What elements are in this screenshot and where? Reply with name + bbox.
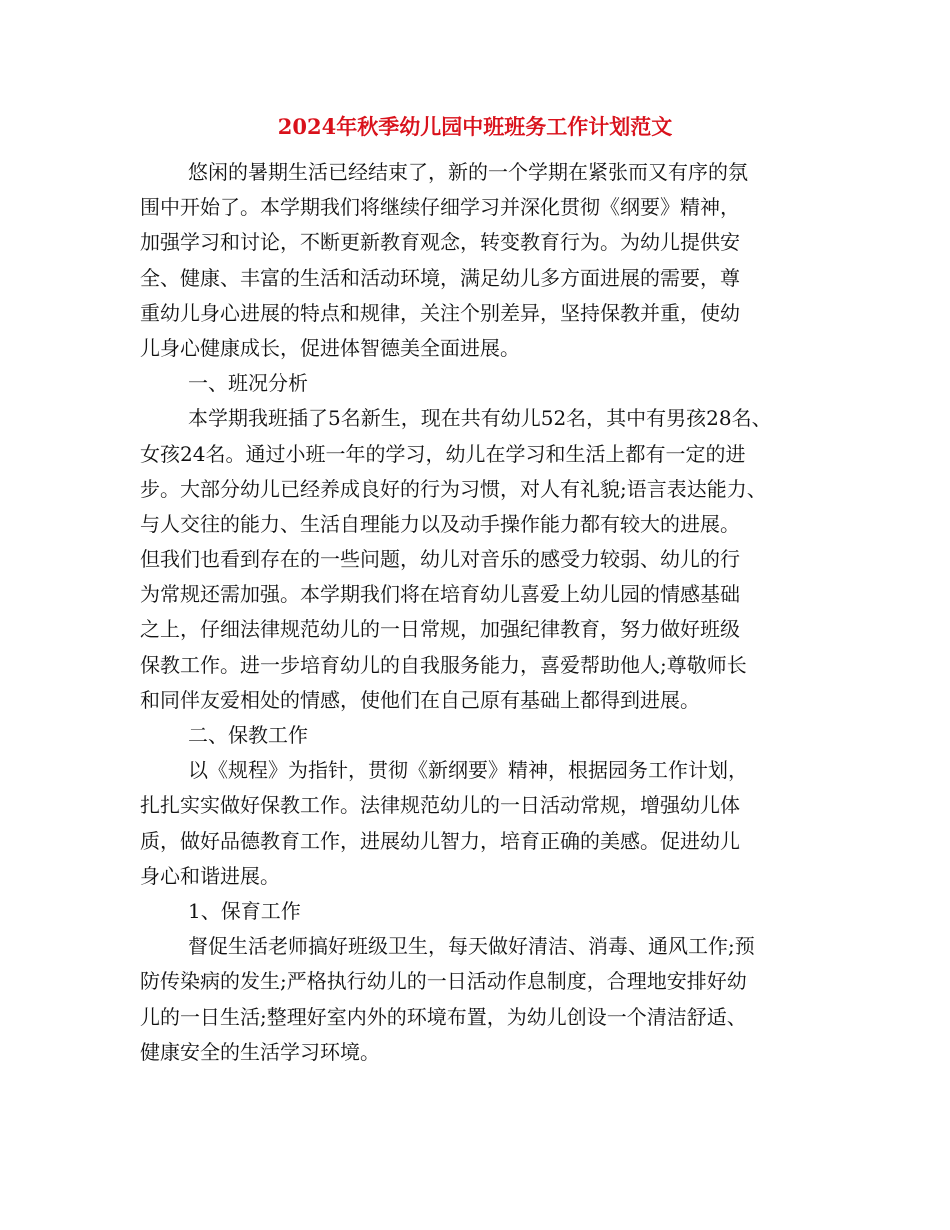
text-line: 之上，仔细法律规范幼儿的一日常规，加强纪律教育，努力做好班级 (140, 617, 740, 642)
text-line: 女孩24名。通过小班一年的学习，幼儿在学习和生活上都有一定的进 (140, 441, 746, 466)
text-line: 与人交往的能力、生活自理能力以及动手操作能力都有较大的进展。 (140, 511, 740, 536)
text-line: 围中开始了。本学期我们将继续仔细学习并深化贯彻《纲要》精神， (140, 195, 740, 220)
document-body (140, 155, 820, 1070)
text-line: 1、保育工作 (188, 898, 301, 923)
text-line: 悠闲的暑期生活已经结束了，新的一个学期在紧张而又有序的氛 (188, 160, 748, 184)
text-line: 重幼儿身心进展的特点和规律，关注个别差异，坚持保教并重，使幼 (140, 300, 740, 325)
document-title: 2024年秋季幼儿园中班班务工作计划范文 (277, 114, 673, 139)
text-line: 扎扎实实做好保教工作。法律规范幼儿的一日活动常规，增强幼儿体 (140, 793, 740, 818)
text-line: 督促生活老师搞好班级卫生，每天做好清洁、消毒、通风工作;预 (188, 934, 755, 959)
text-line: 质，做好品德教育工作，进展幼儿智力，培育正确的美感。促进幼儿 (140, 828, 740, 853)
text-line: 健康安全的生活学习环境。 (140, 1039, 380, 1064)
text-line: 一、班况分析 (188, 371, 308, 396)
text-line: 本学期我班插了5名新生，现在共有幼儿52名，其中有男孩28名、 (188, 406, 772, 431)
text-line: 儿身心健康成长，促进体智德美全面进展。 (140, 335, 520, 360)
text-line: 二、保教工作 (188, 723, 308, 747)
text-line: 步。大部分幼儿已经养成良好的行为习惯，对人有礼貌;语言表达能力、 (140, 476, 767, 501)
text-line: 但我们也看到存在的一些问题，幼儿对音乐的感受力较弱、幼儿的行 (140, 547, 740, 572)
text-line: 保教工作。进一步培育幼儿的自我服务能力，喜爱帮助他人;尊敬师长 (140, 652, 747, 677)
text-line: 全、健康、丰富的生活和活动环境，满足幼儿多方面进展的需要，尊 (140, 265, 740, 290)
text-line: 为常规还需加强。本学期我们将在培育幼儿喜爱上幼儿园的情感基础 (140, 582, 740, 607)
text-line: 防传染病的发生;严格执行幼儿的一日活动作息制度，合理地安排好幼 (140, 969, 747, 994)
text-line: 和同伴友爱相处的情感，使他们在自己原有基础上都得到进展。 (140, 687, 700, 712)
text-line: 加强学习和讨论，不断更新教育观念，转变教育行为。为幼儿提供安 (140, 230, 740, 255)
text-line: 以《规程》为指针，贯彻《新纲要》精神，根据园务工作计划， (188, 758, 748, 783)
text-line: 身心和谐进展。 (140, 863, 280, 888)
text-line: 儿的一日生活;整理好室内外的环境布置，为幼儿创设一个清洁舒适、 (140, 1004, 747, 1029)
